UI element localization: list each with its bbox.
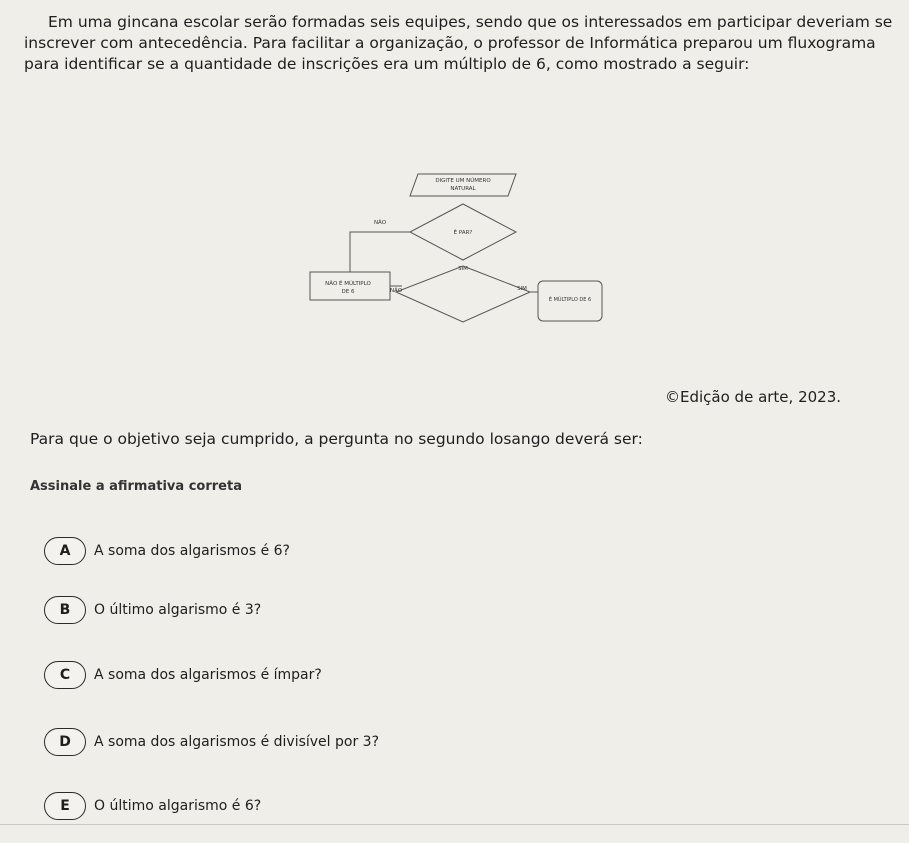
instruction-text: Assinale a afirmativa correta — [30, 479, 242, 494]
option-e-text: O último algarismo é 6? — [94, 798, 262, 814]
option-a-letter[interactable]: A — [44, 537, 86, 565]
intro-paragraph: Em uma gincana escolar serão formadas seis equipes, sendo que os interessados em participar deveriam se inscrever com antecedência. Para facilitar a organização, o professor de Informática preparou um fluxograma para identificar se a quantidade de inscrições era um múltiplo de 6, como mostrado a seguir: — [24, 13, 893, 73]
option-b[interactable] — [44, 596, 261, 624]
option-b-letter[interactable]: B — [44, 596, 86, 624]
bottom-divider — [0, 824, 909, 825]
option-e[interactable] — [44, 792, 261, 820]
result-not-multiple-2: DE 6 — [341, 289, 355, 295]
diamond-second — [396, 266, 530, 322]
option-b-text: O último algarismo é 3? — [94, 602, 262, 618]
result-multiple-label: É MÚLTIPLO DE 6 — [548, 297, 592, 303]
no-label-top: NÃO — [373, 220, 387, 226]
start-label-2: NATURAL — [450, 186, 476, 192]
option-c-letter[interactable]: C — [44, 661, 86, 689]
diamond-is-even-label: É PAR? — [453, 230, 473, 236]
option-a[interactable] — [44, 537, 290, 565]
no-branch-line — [350, 232, 410, 272]
no-label-bottom: NÃO — [389, 288, 403, 294]
option-d[interactable] — [44, 728, 379, 756]
start-label-1: DIGITE UM NÚMERO — [435, 178, 491, 184]
yes-label-bottom: SIM — [517, 286, 527, 292]
option-e-letter[interactable]: E — [44, 792, 86, 820]
question-text: Para que o objetivo seja cumprido, a pergunta no segundo losango deverá ser: — [30, 430, 643, 448]
result-not-multiple-1: NÃO É MÚLTIPLO — [325, 281, 371, 287]
option-c[interactable] — [44, 661, 322, 689]
option-c-text: A soma dos algarismos é ímpar? — [94, 667, 322, 683]
yes-label-mid: SIM — [458, 266, 468, 272]
flowchart — [290, 162, 620, 332]
image-credit: ©Edição de arte, 2023. — [665, 388, 842, 406]
option-d-text: A soma dos algarismos é divisível por 3? — [94, 734, 380, 750]
option-a-text: A soma dos algarismos é 6? — [94, 543, 290, 559]
option-d-letter[interactable]: D — [44, 728, 86, 756]
